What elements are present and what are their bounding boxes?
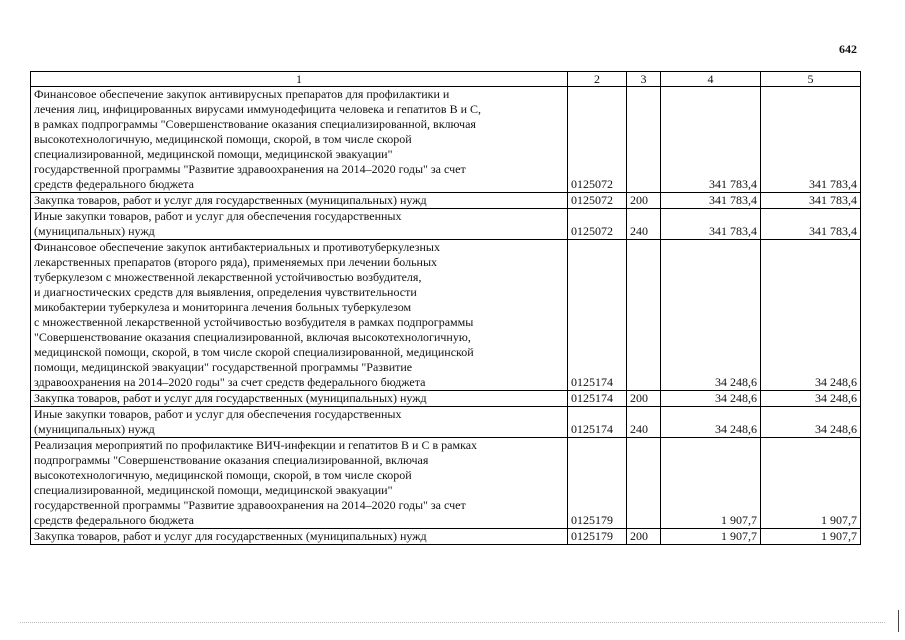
row-expense-type: [627, 240, 661, 391]
row-amount-col4: 341 783,4: [661, 87, 761, 193]
table-header: [31, 72, 861, 87]
row-target-code: 0125179: [568, 529, 627, 545]
column-header-3: 3: [627, 72, 661, 87]
row-amount-col5: 34 248,6: [761, 391, 861, 407]
row-description: Финансовое обеспечение закупок антивирусных препаратов для профилактики и лечения лиц, инфицированных вирусами иммунодефицита человека и гепатитов В и С, в рамках подпрограммы "Совершенствование оказания специализированной, включая высокотехнологичную, медицинской помощи, скорой, в том числе скорой специализированной, медицинской помощи, медицинской эвакуации" государственной программы "Развитие здравоохранения на 2014–2020 годы" за счет средств федерального бюджета: [31, 87, 568, 193]
table-row: [31, 529, 861, 545]
row-target-code: 0125174: [568, 391, 627, 407]
budget-table: [30, 71, 861, 545]
row-target-code: 0125174: [568, 240, 627, 391]
row-amount-col5: 341 783,4: [761, 87, 861, 193]
table-row: [31, 438, 861, 529]
row-amount-col4: 1 907,7: [661, 529, 761, 545]
scan-artifact-line: [20, 622, 885, 623]
scan-artifact-mark: [898, 610, 899, 632]
header-row: [31, 72, 861, 87]
column-header-5: 5: [761, 72, 861, 87]
row-amount-col5: 341 783,4: [761, 209, 861, 240]
row-expense-type: 200: [627, 193, 661, 209]
table-row: [31, 209, 861, 240]
row-amount-col5: 1 907,7: [761, 438, 861, 529]
column-header-2: 2: [568, 72, 627, 87]
row-description: Финансовое обеспечение закупок антибактериальных и противотуберкулезных лекарственных препаратов (второго ряда), применяемых при лечении больных туберкулезом с множественной лекарственной устойчивостью возбудителя, и диагностических средств для выявления, определения чувствительности микобактерии туберкулеза и мониторинга лечения больных туберкулезом с множественной лекарственной устойчивостью возбудителя в рамках подпрограммы "Совершенствование оказания специализированной, включая высокотехнологичную, медицинской помощи, скорой, в том числе скорой специализированной, медицинской помощи, медицинской эвакуации" государственной программы "Развитие здравоохранения на 2014–2020 годы" за счет средств федерального бюджета: [31, 240, 568, 391]
row-amount-col4: 341 783,4: [661, 209, 761, 240]
row-amount-col5: 34 248,6: [761, 407, 861, 438]
table-body: [31, 87, 861, 545]
table-row: [31, 391, 861, 407]
row-expense-type: [627, 438, 661, 529]
row-amount-col4: 1 907,7: [661, 438, 761, 529]
row-description: Иные закупки товаров, работ и услуг для обеспечения государственных (муниципальных) нужд: [31, 209, 568, 240]
table-row: [31, 87, 861, 193]
row-amount-col4: 34 248,6: [661, 240, 761, 391]
table-row: [31, 193, 861, 209]
row-amount-col4: 34 248,6: [661, 407, 761, 438]
row-description: Закупка товаров, работ и услуг для государственных (муниципальных) нужд: [31, 193, 568, 209]
row-amount-col4: 341 783,4: [661, 193, 761, 209]
row-expense-type: 240: [627, 209, 661, 240]
row-description: Закупка товаров, работ и услуг для государственных (муниципальных) нужд: [31, 529, 568, 545]
page-number: 642: [839, 42, 857, 56]
row-target-code: 0125072: [568, 193, 627, 209]
row-amount-col4: 34 248,6: [661, 391, 761, 407]
row-target-code: 0125072: [568, 209, 627, 240]
row-target-code: 0125072: [568, 87, 627, 193]
column-header-4: 4: [661, 72, 761, 87]
row-amount-col5: 1 907,7: [761, 529, 861, 545]
row-target-code: 0125179: [568, 438, 627, 529]
row-amount-col5: 34 248,6: [761, 240, 861, 391]
row-expense-type: 200: [627, 529, 661, 545]
table-row: [31, 407, 861, 438]
row-description: Реализация мероприятий по профилактике ВИЧ-инфекции и гепатитов В и С в рамках подпрограммы "Совершенствование оказания специализированной, включая высокотехнологичную, медицинской помощи, скорой, в том числе скорой специализированной, медицинской помощи, медицинской эвакуации" государственной программы "Развитие здравоохранения на 2014–2020 годы" за счет средств федерального бюджета: [31, 438, 568, 529]
row-expense-type: 240: [627, 407, 661, 438]
row-target-code: 0125174: [568, 407, 627, 438]
column-header-1: 1: [31, 72, 568, 87]
row-description: Иные закупки товаров, работ и услуг для обеспечения государственных (муниципальных) нужд: [31, 407, 568, 438]
table-row: [31, 240, 861, 391]
row-description: Закупка товаров, работ и услуг для государственных (муниципальных) нужд: [31, 391, 568, 407]
row-expense-type: 200: [627, 391, 661, 407]
row-expense-type: [627, 87, 661, 193]
row-amount-col5: 341 783,4: [761, 193, 861, 209]
